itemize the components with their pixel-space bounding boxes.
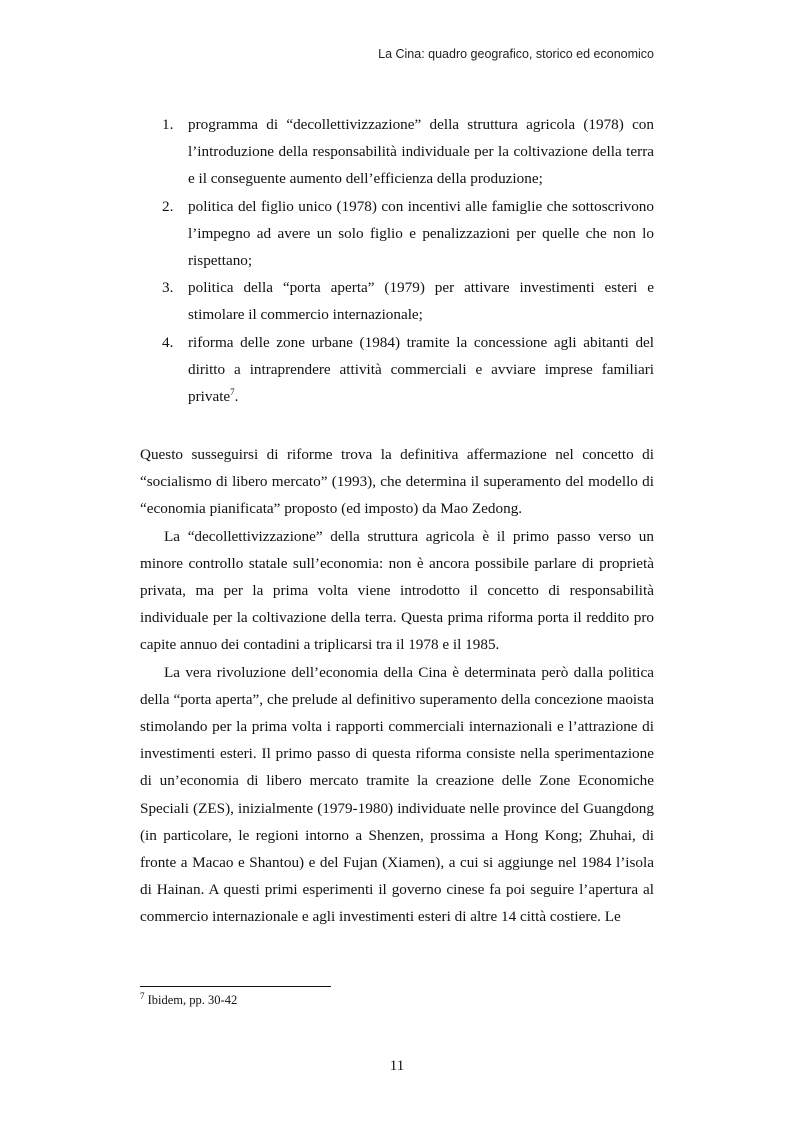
list-item-tail: .	[234, 388, 239, 406]
reform-list	[140, 111, 654, 410]
footnote-divider	[140, 986, 331, 987]
list-item-text: riforma delle zone urbane (1984) tramite la concessione agli abitanti del diritto a intraprendere attività commerciali e avviare imprese familiari private	[188, 333, 654, 406]
paragraph: La vera rivoluzione dell’economia della Cina è determinata però dalla politica della “porta aperta”, che prelude al definitivo superamento della concezione maoista stimolando per la prima volta i rapporti commerciali internazionali e l’attrazione di investimenti esteri. Il primo passo di questa riforma consiste nella sperimentazione di un’economia di libero mercato tramite la creazione delle Zone Economiche Speciali (ZES), inizialmente (1979-1980) individuate nelle province del Guangdong (in particolare, le regioni intorno a Shenzen, prossima a Hong Kong; Zhuhai, di fronte a Macao e Shantou) e del Fujan (Xiamen), a cui si aggiunge nel 1984 l’isola di Hainan. A questi primi esperimenti il governo cinese fa poi seguire l’apertura al commercio internazionale e agli investimenti esteri di altre 14 città costiere. Le	[140, 663, 654, 926]
footnote-number: 7	[140, 990, 145, 1001]
list-item	[140, 111, 654, 193]
running-header: La Cina: quadro geografico, storico ed economico	[378, 47, 654, 61]
footnote	[140, 992, 237, 1008]
paragraph: Questo susseguirsi di riforme trova la definitiva affermazione nel concetto di “socialismo di libero mercato” (1993), che determina il superamento del modello di “economia pianificata” proposto (ed imposto) da Mao Zedong.	[140, 446, 654, 518]
list-item	[140, 329, 654, 411]
body-text	[140, 441, 654, 931]
list-item-number: 1.	[162, 116, 174, 133]
list-item	[140, 193, 654, 275]
list-item-number: 4.	[162, 333, 174, 351]
page-number: 11	[389, 1058, 405, 1074]
footnote-reference[interactable]: 7	[230, 386, 235, 397]
list-item-text: politica del figlio unico (1978) con incentivi alle famiglie che sottoscrivono l’impegno ad avere un solo figlio e penalizzazioni per quelle che non lo rispettano;	[188, 197, 654, 270]
list-item-number: 3.	[162, 279, 174, 297]
list-item-number: 2.	[162, 197, 174, 215]
list-item-text: programma di “decollettivizzazione” della struttura agricola (1978) con l’introduzione della responsabilità individuale per la coltivazione della terra e il conseguente aumento dell’efficienza della produzione;	[188, 116, 654, 188]
list-item-text: politica della “porta aperta” (1979) per attivare investimenti esteri e stimolare il commercio internazionale;	[188, 279, 654, 324]
footnote-text: Ibidem, pp. 30-42	[144, 993, 238, 1007]
paragraph: La “decollettivizzazione” della struttura agricola è il primo passo verso un minore controllo statale sull’economia: non è ancora possibile parlare di proprietà privata, ma per la prima volta viene introdotto il concetto di responsabilità individuale per la coltivazione della terra. Questa prima riforma porta il reddito pro capite annuo dei contadini a triplicarsi tra il 1978 e il 1985.	[140, 527, 654, 654]
list-item	[140, 274, 654, 328]
